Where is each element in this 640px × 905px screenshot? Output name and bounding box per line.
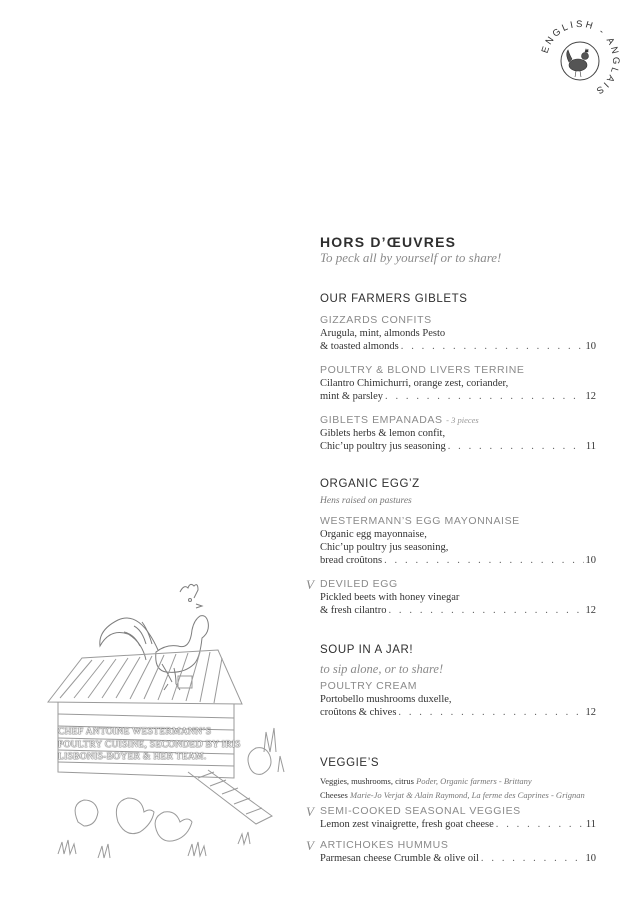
item-description: & fresh cilantro [320,605,387,616]
item-name: GIZZARDS CONFITS [320,314,432,326]
supplier-label: Cheeses [320,790,348,800]
hors-doeuvres-title: HORS D’ŒUVRES [320,234,457,250]
item-description: Portobello mushrooms duxelle, [320,694,452,705]
item-price: 11 [585,819,596,830]
menu-item[interactable] [320,680,596,719]
svg-text:ENGLISH - ANGLAIS [540,19,622,97]
vegetarian-check-icon: V [306,577,314,592]
section-veggies [306,757,596,865]
badge-label: ENGLISH - ANGLAIS [539,18,622,98]
item-description: Lemon zest vinaigrette, fresh goat cheese [320,819,494,830]
item-price: 10 [585,853,596,864]
section-title: VEGGIE’S [320,757,380,769]
item-name: GIBLETS EMPANADAS [320,414,443,426]
item-name: POULTRY & BLOND LIVERS TERRINE [320,364,525,376]
supplier-source: Marie-Jo Verjat & Alain Raymond, La ferme des Caprines - Grignan [349,790,585,800]
vegetarian-check-icon: V [306,804,314,819]
menu-item[interactable] [320,414,596,453]
item-name: SEMI-COOKED SEASONAL VEGGIES [320,805,521,817]
menu-item[interactable] [320,314,596,353]
menu-item[interactable] [306,838,596,865]
section-title: ORGANIC EGG’Z [320,478,420,490]
item-description: Chic’up poultry jus seasoning, [320,542,449,553]
item-price: 12 [585,391,596,402]
item-description: & toasted almonds [320,341,399,352]
section-soup [320,644,596,719]
rooster-coop-illustration [38,572,296,872]
item-price: 11 [585,441,596,452]
section-giblets [320,293,596,453]
item-description: Arugula, mint, almonds Pesto [320,328,446,339]
item-price: 10 [585,341,596,352]
item-description: Giblets herbs & lemon confit, [320,428,446,439]
section-title: OUR FARMERS GIBLETS [320,293,468,305]
menu-item[interactable] [320,364,596,403]
chef-credit: CHEF ANTOINE WESTERMANN’S POULTRY CUISINE, SECONDED BY IRIS LISBONIS-BOYER & HER TEAM. [58,727,241,762]
rooster-illustration [100,584,209,690]
item-description: croûtons & chives [320,707,397,718]
supplier-info [320,774,596,788]
item-note: - 3 pieces [446,415,479,425]
section-note: Hens raised on pastures [320,496,412,506]
item-name: DEVILED EGG [320,578,398,590]
supplier-source: Poder, Organic farmers - Brittany [416,776,532,786]
menu-item[interactable] [306,804,596,831]
supplier-label: Veggies, mushrooms, citrus [320,776,414,786]
item-description: Parmesan cheese Crumble & olive oil [320,853,479,864]
language-badge[interactable] [534,14,626,106]
item-description: mint & parsley [320,391,383,402]
menu-item[interactable] [320,515,596,567]
rooster-badge-icon [534,14,626,106]
supplier-info [320,788,596,802]
item-description: Cilantro Chimichurri, orange zest, coriander, [320,378,509,389]
item-description: Chic’up poultry jus seasoning [320,441,446,452]
item-name: ARTICHOKES HUMMUS [320,839,449,851]
item-name: WESTERMANN’S EGG MAYONNAISE [320,515,520,527]
item-name: POULTRY CREAM [320,680,418,692]
item-description: bread croûtons [320,555,383,566]
hors-doeuvres-subtitle: To peck all by yourself or to share! [320,250,502,265]
item-price: 12 [585,605,596,616]
item-price: 12 [585,707,596,718]
section-eggs [306,478,596,617]
item-description: Organic egg mayonnaise, [320,529,427,540]
section-subtitle: to sip alone, or to share! [320,662,444,676]
vegetarian-check-icon: V [306,838,314,853]
item-description: Pickled beets with honey vinegar [320,592,460,603]
menu-item[interactable] [306,577,596,617]
section-title: SOUP IN A JAR! [320,644,414,656]
item-price: 10 [585,555,596,566]
